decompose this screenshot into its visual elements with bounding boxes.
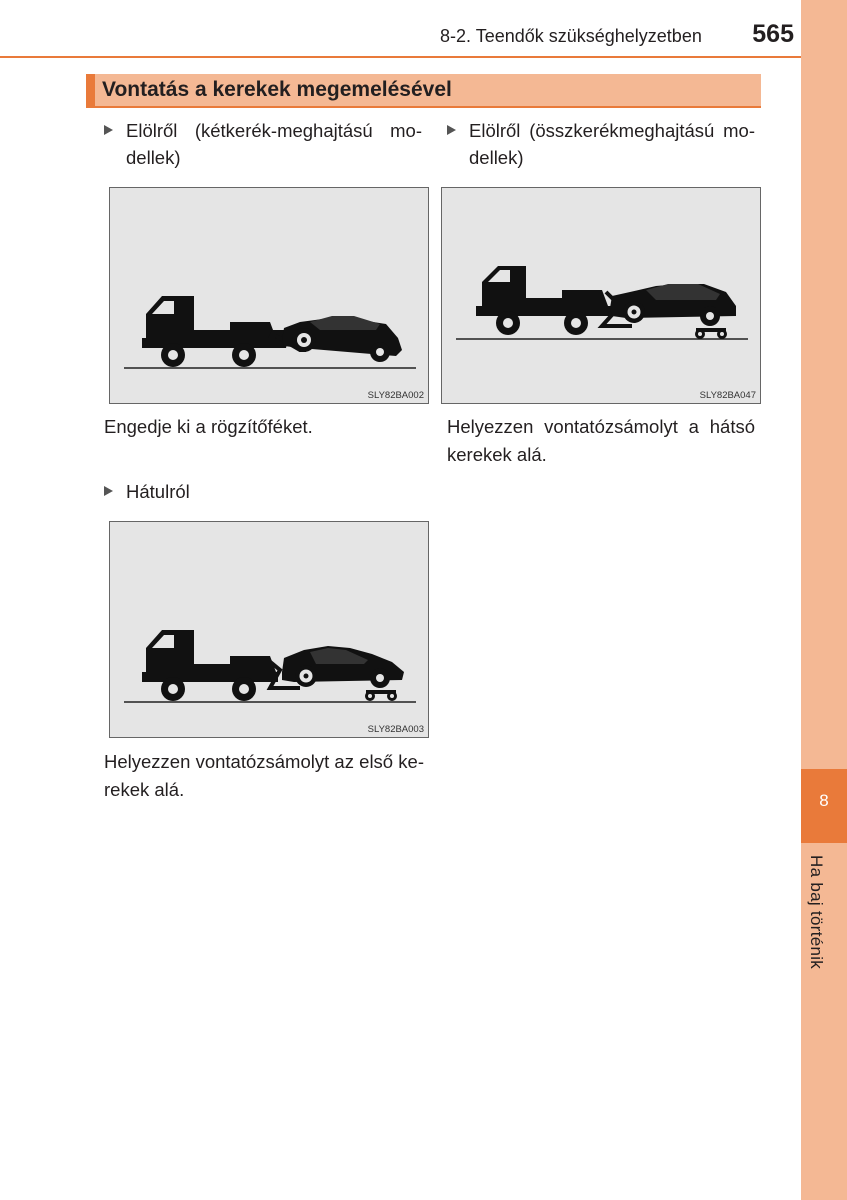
tow-truck-dolly-rear-illustration bbox=[442, 188, 760, 403]
tow-truck-icon bbox=[142, 296, 306, 367]
figure-code: SLY82BA003 bbox=[367, 724, 424, 735]
tow-truck-front-illustration bbox=[110, 188, 428, 403]
tow-truck-icon bbox=[142, 630, 300, 701]
bullet-line: dellek) bbox=[126, 147, 181, 168]
bullet-front-awd bbox=[447, 117, 755, 173]
chapter-number-tab[interactable]: 8 bbox=[801, 769, 847, 843]
page-title: Vontatás a kerekek megemelésével bbox=[102, 78, 452, 101]
bullet-arrow-icon bbox=[447, 125, 456, 135]
bullet-front-2wd bbox=[104, 117, 422, 173]
tow-dolly-icon bbox=[365, 690, 397, 701]
bullet-arrow-icon bbox=[104, 486, 113, 496]
bullet-rear bbox=[104, 478, 304, 506]
bullet-line: Hátulról bbox=[126, 481, 190, 502]
tow-dolly-icon bbox=[695, 328, 727, 339]
figure-code: SLY82BA047 bbox=[699, 390, 756, 401]
caption-line: rekek alá. bbox=[104, 779, 185, 800]
caption-line: Helyezzen vontatózsámolyt a hátsó bbox=[447, 416, 755, 437]
caption-rear bbox=[104, 748, 424, 804]
section-heading: 8-2. Teendők szükséghelyzetben bbox=[440, 26, 702, 46]
caption-line: kerekek alá. bbox=[447, 444, 547, 465]
header-divider bbox=[0, 56, 801, 58]
figure-front-awd bbox=[441, 187, 761, 404]
figure-rear bbox=[109, 521, 429, 738]
figure-front-2wd bbox=[109, 187, 429, 404]
caption-line: Helyezzen vontatózsámolyt az első ke- bbox=[104, 751, 424, 772]
towed-car-icon bbox=[282, 316, 402, 362]
bullet-line: Elölről (összkerékmeghajtású mo- bbox=[469, 120, 755, 141]
chapter-sidebar bbox=[801, 0, 847, 1200]
figure-code: SLY82BA002 bbox=[367, 390, 424, 401]
bullet-arrow-icon bbox=[104, 125, 113, 135]
towed-car-icon bbox=[610, 284, 736, 326]
bullet-line: dellek) bbox=[469, 147, 524, 168]
bullet-line: Elölről (kétkerék-meghajtású mo- bbox=[126, 120, 422, 141]
towed-car-icon bbox=[282, 646, 404, 688]
caption-front-2wd: Engedje ki a rögzítőféket. bbox=[104, 416, 313, 437]
caption-front-awd bbox=[447, 413, 755, 469]
tow-truck-dolly-front-illustration bbox=[110, 522, 428, 737]
chapter-title: Ha baj történik bbox=[807, 855, 826, 970]
page-number: 565 bbox=[752, 20, 794, 48]
tow-truck-icon bbox=[476, 266, 632, 335]
